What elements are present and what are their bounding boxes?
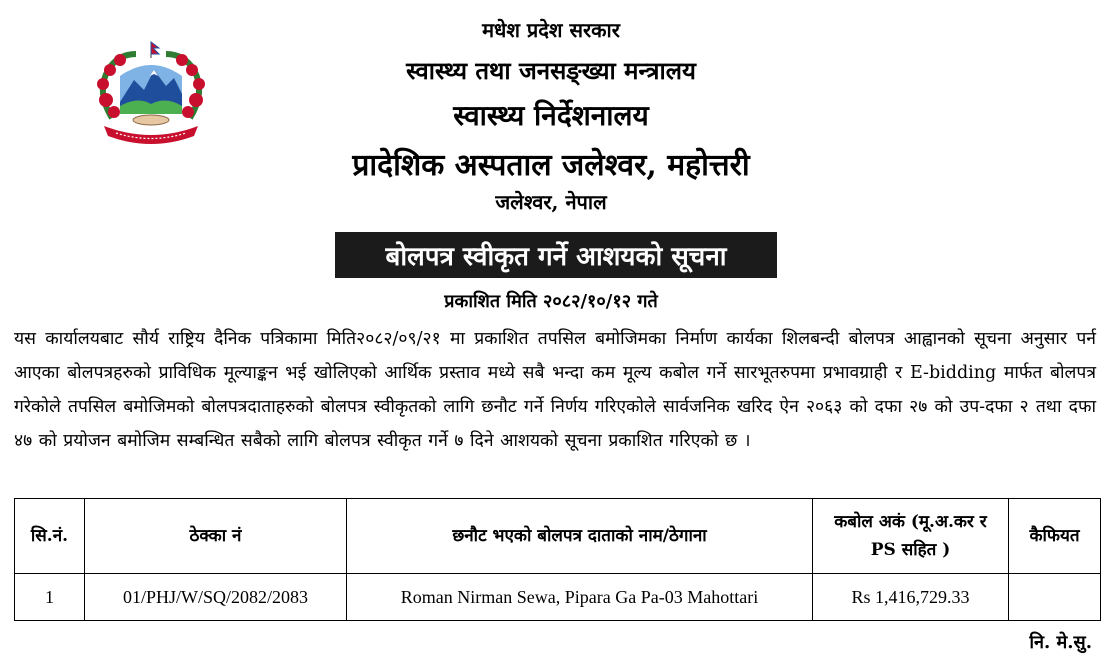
cell-bid-amount: Rs 1,416,729.33 <box>813 574 1009 621</box>
ministry-heading: स्वास्थ्य तथा जनसङ्ख्या मन्त्रालय <box>406 56 696 85</box>
published-date: प्रकाशित मिति २०८२/१०/१२ गते <box>444 291 658 312</box>
table-header-row <box>15 499 1101 574</box>
cell-remarks <box>1009 574 1101 621</box>
col-header-bid-amount: कबोल अकं (मू.अ.कर र PS सहित ) <box>813 499 1009 574</box>
cell-bidder: Roman Nirman Sewa, Pipara Ga Pa-03 Mahottari <box>347 574 813 621</box>
col-header-bidder: छनौट भएको बोलपत्र दाताको नाम/ठेगाना <box>347 499 813 574</box>
hospital-name-heading: प्रादेशिक अस्पताल जलेश्वर, महोत्तरी <box>352 148 750 183</box>
table-row <box>15 574 1101 621</box>
directorate-heading: स्वास्थ्य निर्देशनालय <box>453 99 649 132</box>
award-table <box>14 498 1101 621</box>
col-header-remarks: कैफियत <box>1009 499 1101 574</box>
notice-body-text: यस कार्यालयबाट सौर्य राष्ट्रिय दैनिक पत्रिकामा मिति२०८२/०९/२१ मा प्रकाशित तपसिल बमोजिमका निर्माण कार्यका शिलबन्दी बोलपत्र आह्वानको सूचना अनुसार पर्न आएका बोलपत्रहरुको प्राविधिक मूल्याङ्कन भई खोलिएको आर्थिक प्रस्ताव मध्ये सबै भन्दा कम मूल्य कबोल गर्ने सारभूतरुपमा प्रभावग्राही र E-bidding मार्फत बोलपत्र गरेकोले तपसिल बमोजिमको बोलपत्रदाताहरुको बोलपत्र स्वीकृतको लागि छनौट गर्ने निर्णय गरिएकोले सार्वजनिक खरिद ऐन २०६३ को दफा २७ को उप-दफा २ तथा दफा ४७ को प्रयोजन बमोजिम सम्बन्धित सबैको लागि बोलपत्र स्वीकृत गर्ने ७ दिने आशयको सूचना प्रकाशित गरिएको छ । <box>14 329 1096 451</box>
notice-title: बोलपत्र स्वीकृत गर्ने आशयको सूचना <box>385 242 727 272</box>
province-government-heading: मधेश प्रदेश सरकार <box>482 18 620 42</box>
notice-title-banner <box>335 232 777 278</box>
col-header-contract-no: ठेक्का नं <box>85 499 347 574</box>
cell-contract-no: 01/PHJ/W/SQ/2082/2083 <box>85 574 347 621</box>
col-header-serial: सि.नं. <box>15 499 85 574</box>
signatory: नि. मे.सु. <box>1029 632 1092 653</box>
address-heading: जलेश्वर, नेपाल <box>495 190 607 214</box>
cell-serial: 1 <box>15 574 85 621</box>
